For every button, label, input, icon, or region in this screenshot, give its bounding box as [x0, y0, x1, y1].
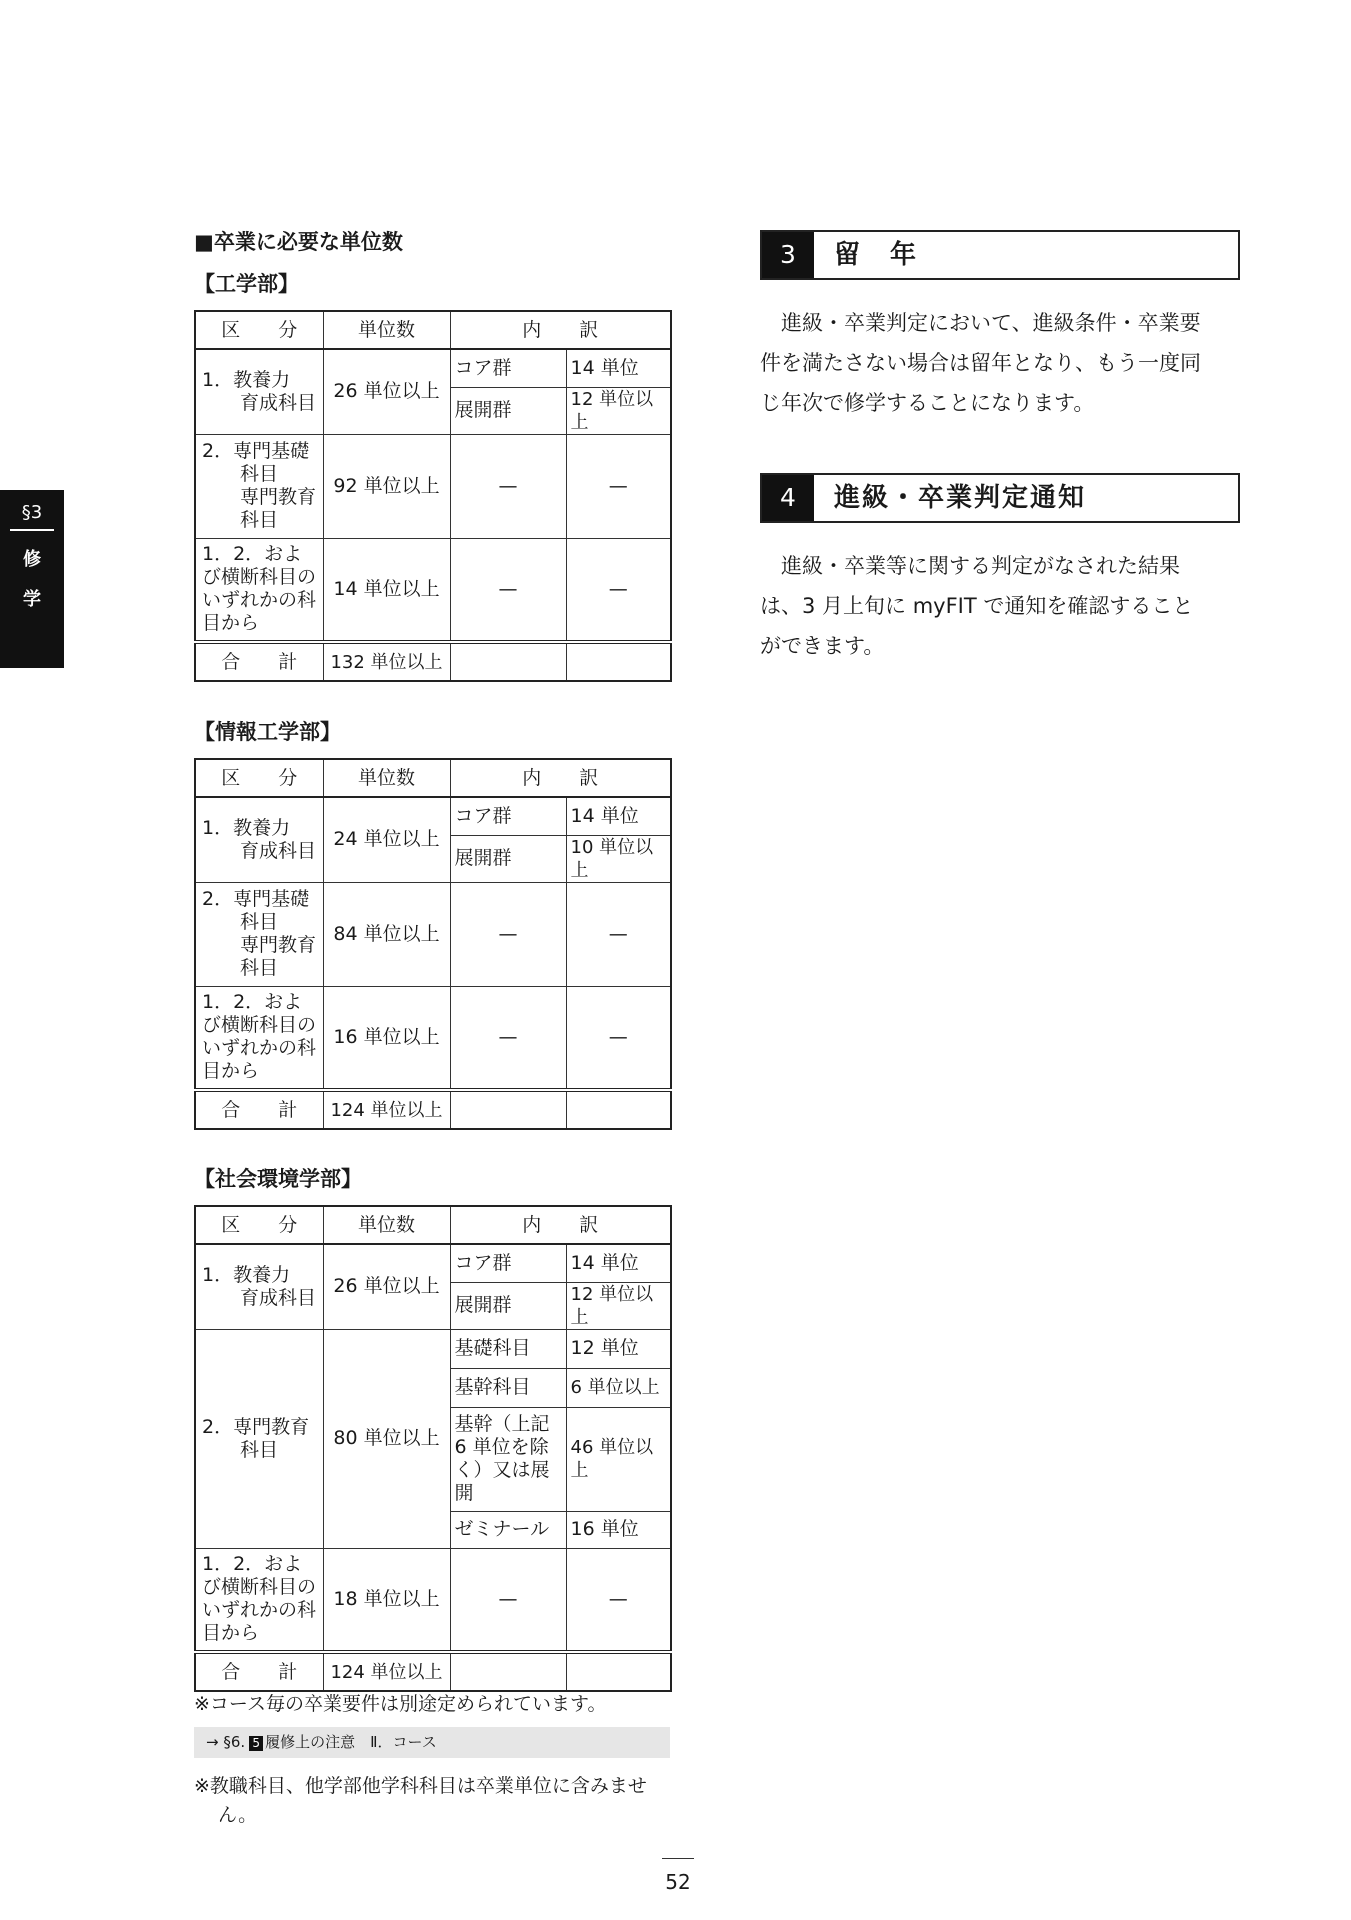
header-breakdown: 内 訳	[450, 1206, 671, 1244]
total-units: 132 単位以上	[323, 642, 450, 681]
units-cell: 80 単位以上	[323, 1329, 450, 1548]
side-tab-section: §3	[10, 490, 54, 531]
section-3-number: 3	[762, 232, 814, 278]
header-category: 区 分	[195, 759, 323, 797]
units-cell: 26 単位以上	[323, 349, 450, 434]
engineering-title: 【工学部】	[194, 272, 299, 296]
ref-number-badge: 5	[249, 1736, 263, 1751]
sub-label: ゼミナール	[450, 1511, 566, 1548]
section-4-number: 4	[762, 475, 814, 521]
sub-value: 6 単位以上	[566, 1368, 671, 1407]
category-cell: 1．教養力 育成科目	[195, 797, 323, 882]
category-cell: 1．2．およ び横断科目の いずれかの科 目から	[195, 986, 323, 1090]
social-env-table	[194, 1205, 672, 1692]
units-cell: 24 単位以上	[323, 797, 450, 882]
sub-label: コア群	[450, 1244, 566, 1282]
dash-cell: —	[566, 986, 671, 1090]
sub-label: コア群	[450, 797, 566, 835]
total-label: 合 計	[195, 642, 323, 681]
sub-label: 基礎科目	[450, 1329, 566, 1368]
sub-value: 10 単位以上	[566, 835, 671, 882]
header-category: 区 分	[195, 1206, 323, 1244]
dash-cell: —	[566, 882, 671, 986]
engineering-table	[194, 310, 672, 682]
category-cell: 1．2．およ び横断科目の いずれかの科 目から	[195, 1548, 323, 1652]
credits-exclusion-note: ※教職科目、他学部他学科科目は卒業単位に含みませ ん。	[194, 1775, 647, 1826]
course-requirement-note: ※コース毎の卒業要件は別途定められています。	[194, 1693, 607, 1715]
sub-value: 12 単位以上	[566, 387, 671, 434]
side-tab-chapter-2: 学	[23, 589, 41, 610]
ref-text: 履修上の注意 Ⅱ．コース	[265, 1733, 437, 1751]
sub-value: 12 単位以上	[566, 1282, 671, 1329]
dash-cell: —	[566, 538, 671, 642]
sub-value: 14 単位	[566, 349, 671, 387]
sub-value: 16 単位	[566, 1511, 671, 1548]
units-cell: 16 単位以上	[323, 986, 450, 1090]
dash-cell: —	[450, 1548, 566, 1652]
page-number-rule	[662, 1858, 694, 1859]
section-3-header	[760, 230, 1240, 280]
sub-value: 14 単位	[566, 1244, 671, 1282]
sub-value: 12 単位	[566, 1329, 671, 1368]
units-cell: 14 単位以上	[323, 538, 450, 642]
units-cell: 18 単位以上	[323, 1548, 450, 1652]
total-units: 124 単位以上	[323, 1652, 450, 1691]
sub-label: 基幹科目	[450, 1368, 566, 1407]
dash-cell: —	[450, 538, 566, 642]
category-cell: 1．教養力 育成科目	[195, 349, 323, 434]
info-engineering-table	[194, 758, 672, 1130]
total-label: 合 計	[195, 1090, 323, 1129]
section-side-tab	[0, 490, 64, 668]
sub-label: 展開群	[450, 387, 566, 434]
header-units: 単位数	[323, 1206, 450, 1244]
header-category: 区 分	[195, 311, 323, 349]
section-4-header	[760, 473, 1240, 523]
sub-label: コア群	[450, 349, 566, 387]
section-3-title: 留 年	[834, 240, 919, 270]
header-breakdown: 内 訳	[450, 311, 671, 349]
category-cell: 1．教養力 育成科目	[195, 1244, 323, 1329]
social-env-title: 【社会環境学部】	[194, 1167, 362, 1191]
section-4-body: 進級・卒業等に関する判定がなされた結果 は、3 月上旬に myFIT で通知を確認すること ができます。	[760, 554, 1194, 658]
category-cell: 1．2．およ び横断科目の いずれかの科 目から	[195, 538, 323, 642]
total-label: 合 計	[195, 1652, 323, 1691]
units-cell: 26 単位以上	[323, 1244, 450, 1329]
units-cell: 92 単位以上	[323, 434, 450, 538]
units-cell: 84 単位以上	[323, 882, 450, 986]
sub-label: 基幹（上記 6 単位を除 く）又は展 開	[450, 1407, 566, 1511]
sub-label: 展開群	[450, 835, 566, 882]
credits-heading: ■卒業に必要な単位数	[194, 230, 403, 254]
info-engineering-title: 【情報工学部】	[194, 720, 341, 744]
section-4-title: 進級・卒業判定通知	[834, 483, 1087, 513]
category-cell: 2．専門基礎 科目 専門教育 科目	[195, 882, 323, 986]
category-cell: 2．専門教育 科目	[195, 1329, 323, 1548]
total-units: 124 単位以上	[323, 1090, 450, 1129]
page-number: 52	[665, 1870, 691, 1894]
header-units: 単位数	[323, 311, 450, 349]
header-breakdown: 内 訳	[450, 759, 671, 797]
sub-label: 展開群	[450, 1282, 566, 1329]
sub-value: 46 単位以上	[566, 1407, 671, 1511]
dash-cell: —	[450, 986, 566, 1090]
ref-prefix: → §6.	[206, 1733, 246, 1751]
section-3-body: 進級・卒業判定において、進級条件・卒業要 件を満たさない場合は留年となり、もう一度同 じ年次で修学することになります。	[760, 311, 1201, 415]
cross-reference-link[interactable]	[194, 1727, 670, 1758]
dash-cell: —	[450, 882, 566, 986]
sub-value: 14 単位	[566, 797, 671, 835]
category-cell: 2．専門基礎 科目 専門教育 科目	[195, 434, 323, 538]
dash-cell: —	[450, 434, 566, 538]
side-tab-chapter-1: 修	[23, 549, 41, 570]
dash-cell: —	[566, 434, 671, 538]
header-units: 単位数	[323, 759, 450, 797]
dash-cell: —	[566, 1548, 671, 1652]
